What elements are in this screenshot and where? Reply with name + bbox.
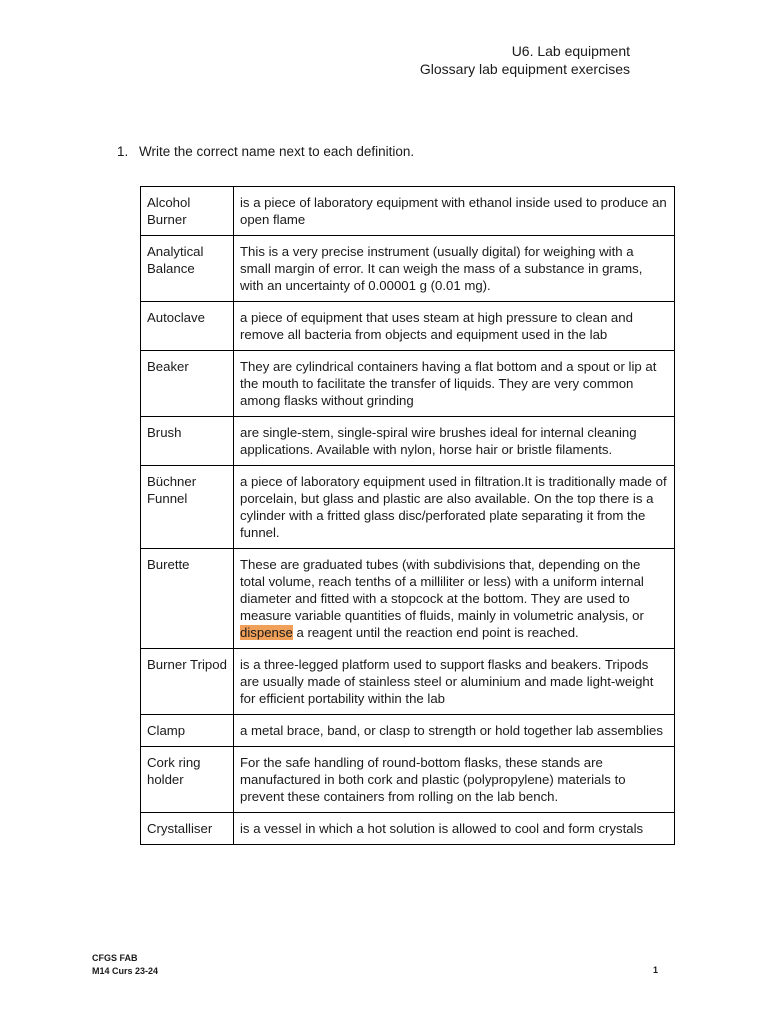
exercise-instruction	[117, 143, 414, 161]
definition-text: These are graduated tubes (with subdivisions that, depending on the total volume, reach tenths of a milliliter or less) with a uniform internal diameter and fitted with a stopcock at the bottom. They are used to measure variable quantities of fluids, mainly in volumetric analysis, or	[240, 557, 644, 623]
term-cell: Clamp	[141, 715, 234, 747]
definition-cell: is a vessel in which a hot solution is allowed to cool and form crystals	[234, 813, 675, 845]
term-cell: Crystalliser	[141, 813, 234, 845]
term-cell: Brush	[141, 417, 234, 466]
highlighted-word: dispense	[240, 625, 293, 640]
table-row	[141, 466, 675, 549]
definition-cell	[234, 549, 675, 649]
definition-text: a reagent until the reaction end point is reached.	[292, 625, 579, 640]
page-number: 1	[652, 965, 658, 975]
document-header	[420, 42, 630, 78]
table-row	[141, 302, 675, 351]
term-cell: Analytical Balance	[141, 236, 234, 302]
glossary-table	[140, 186, 675, 845]
definition-cell: They are cylindrical containers having a flat bottom and a spout or lip at the mouth to facilitate the transfer of liquids. They are very common among flasks without grinding	[234, 351, 675, 417]
footer-line-1: CFGS FAB	[92, 953, 138, 963]
term-cell: Cork ring holder	[141, 747, 234, 813]
table-row	[141, 813, 675, 845]
definition-cell: a metal brace, band, or clasp to strength or hold together lab assemblies	[234, 715, 675, 747]
term-cell: Alcohol Burner	[141, 187, 234, 236]
table-row	[141, 549, 675, 649]
definition-cell: a piece of equipment that uses steam at high pressure to clean and remove all bacteria from objects and equipment used in the lab	[234, 302, 675, 351]
table-row	[141, 351, 675, 417]
exercise-number: 1.	[117, 144, 129, 159]
table-row	[141, 715, 675, 747]
term-cell: Burner Tripod	[141, 649, 234, 715]
term-cell: Autoclave	[141, 302, 234, 351]
footer-line-2: M14 Curs 23-24	[92, 966, 159, 976]
definition-cell: a piece of laboratory equipment used in filtration.It is traditionally made of porcelain, but glass and plastic are also available. On the top there is a cylinder with a fritted glass disc/perforated plate separating it from the funnel.	[234, 466, 675, 549]
definition-cell: is a three-legged platform used to support flasks and beakers. Tripods are usually made of stainless steel or aluminium and made light-weight for efficient portability within the lab	[234, 649, 675, 715]
unit-title: U6. Lab equipment	[511, 43, 630, 59]
exercise-text: Write the correct name next to each definition.	[139, 144, 415, 159]
term-cell: Büchner Funnel	[141, 466, 234, 549]
document-subtitle: Glossary lab equipment exercises	[419, 61, 630, 77]
definition-cell: is a piece of laboratory equipment with ethanol inside used to produce an open flame	[234, 187, 675, 236]
definition-cell: are single-stem, single-spiral wire brushes ideal for internal cleaning applications. Available with nylon, horse hair or bristle filaments.	[234, 417, 675, 466]
table-row	[141, 747, 675, 813]
term-cell: Beaker	[141, 351, 234, 417]
table-row	[141, 236, 675, 302]
table-row	[141, 187, 675, 236]
term-cell: Burette	[141, 549, 234, 649]
definition-cell: This is a very precise instrument (usually digital) for weighing with a small margin of error. It can weigh the mass of a substance in grams, with an uncertainty of 0.00001 g (0.01 mg).	[234, 236, 675, 302]
table-row	[141, 649, 675, 715]
footer-course-info	[92, 952, 158, 978]
table-row	[141, 417, 675, 466]
definition-cell: For the safe handling of round-bottom flasks, these stands are manufactured in both cork and plastic (polypropylene) materials to prevent these containers from rolling on the lab bench.	[234, 747, 675, 813]
